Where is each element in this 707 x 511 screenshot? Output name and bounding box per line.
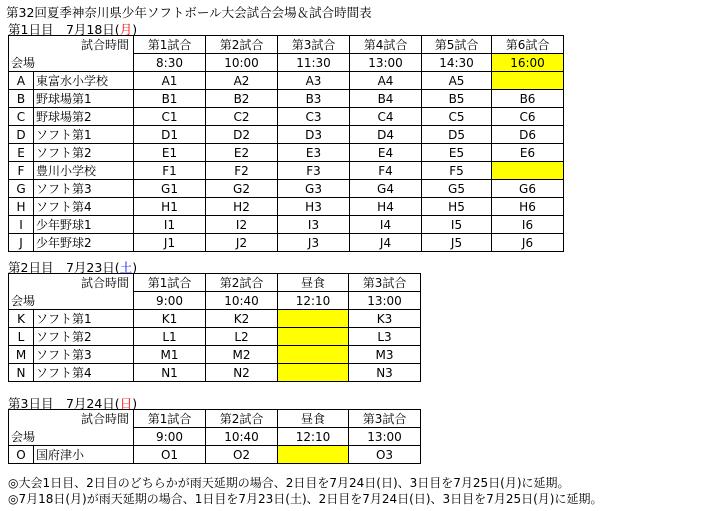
day2-weekday: 土: [119, 260, 133, 275]
match-cell: D6: [492, 126, 564, 144]
match-cell: I5: [422, 216, 492, 234]
note-line-2: ◎7月18日(月)が雨天延期の場合、1日目を7月23日(土)、2日目を7月24日(日)、3日目を7月25日(月)に延期。: [8, 492, 603, 506]
day3-heading-prefix: 第3日目 7月24日(: [8, 396, 120, 411]
venue-name: ソフト第4: [34, 198, 134, 216]
match-cell: E2: [206, 144, 278, 162]
match-cell: C1: [134, 108, 206, 126]
empty-slot-highlight: [278, 364, 349, 382]
match-cell: H2: [206, 198, 278, 216]
day1-venue-row: [9, 90, 564, 108]
match-cell: M1: [134, 346, 206, 364]
match-cell: H1: [134, 198, 206, 216]
empty-slot-highlight: [278, 328, 349, 346]
venue-code: A: [9, 72, 34, 90]
day1-venue-row: [9, 126, 564, 144]
match-cell: O2: [206, 446, 278, 464]
day2-venue-row: [9, 328, 421, 346]
day3-match-1: 第1試合: [134, 410, 206, 428]
venue-name: ソフト第2: [34, 328, 134, 346]
match-cell: I4: [350, 216, 422, 234]
day2-venue-row: [9, 310, 421, 328]
day2-lunch-label: 昼食: [278, 274, 349, 292]
empty-slot-highlight: [278, 310, 349, 328]
match-cell: J1: [134, 234, 206, 252]
day1-venue-row: [9, 162, 564, 180]
match-cell: H3: [278, 198, 350, 216]
day3-time-header: 試合時間: [9, 410, 134, 428]
match-cell: A2: [206, 72, 278, 90]
match-cell: I6: [492, 216, 564, 234]
match-cell: F2: [206, 162, 278, 180]
day2-time-2: 10:40: [206, 292, 278, 310]
day3-lunch-label: 昼食: [278, 410, 349, 428]
day1-time-5: 14:30: [422, 54, 492, 72]
match-cell: E3: [278, 144, 350, 162]
venue-code: G: [9, 180, 34, 198]
match-cell: I1: [134, 216, 206, 234]
day1-match-6: 第6試合: [492, 36, 564, 54]
empty-slot-highlight: [278, 446, 349, 464]
match-cell: B2: [206, 90, 278, 108]
day1-venue-header: 会場: [9, 54, 134, 72]
match-cell: G4: [350, 180, 422, 198]
venue-name: ソフト第1: [34, 310, 134, 328]
match-cell: L3: [349, 328, 421, 346]
match-cell: F5: [422, 162, 492, 180]
day3-match-2: 第2試合: [206, 410, 278, 428]
match-cell: D4: [350, 126, 422, 144]
day1-weekday: 月: [119, 22, 133, 37]
match-cell: H6: [492, 198, 564, 216]
match-cell: C5: [422, 108, 492, 126]
venue-code: K: [9, 310, 34, 328]
day1-match-2: 第2試合: [206, 36, 278, 54]
match-cell: M3: [349, 346, 421, 364]
match-cell: G1: [134, 180, 206, 198]
day2-time-1: 9:00: [134, 292, 206, 310]
venue-name: 豊川小学校: [34, 162, 134, 180]
venue-name: ソフト第1: [34, 126, 134, 144]
venue-name: ソフト第3: [34, 346, 134, 364]
day1-time-6: 16:00: [492, 54, 564, 72]
venue-code: L: [9, 328, 34, 346]
venue-code: E: [9, 144, 34, 162]
match-cell: B4: [350, 90, 422, 108]
match-cell: K2: [206, 310, 278, 328]
day1-venue-row: [9, 144, 564, 162]
match-cell: J5: [422, 234, 492, 252]
day3-venue-row: [9, 446, 421, 464]
venue-code: B: [9, 90, 34, 108]
notes: [8, 475, 602, 507]
match-cell: E4: [350, 144, 422, 162]
match-cell: L2: [206, 328, 278, 346]
day1-schedule-table: [8, 35, 564, 252]
match-cell: I3: [278, 216, 350, 234]
match-cell: C4: [350, 108, 422, 126]
match-cell: J2: [206, 234, 278, 252]
day2-match-2: 第2試合: [206, 274, 278, 292]
match-cell: D2: [206, 126, 278, 144]
day2-time-3: 13:00: [349, 292, 421, 310]
match-cell: O3: [349, 446, 421, 464]
day2-venue-row: [9, 346, 421, 364]
match-cell: G6: [492, 180, 564, 198]
day3-schedule-table: [8, 409, 421, 464]
day1-match-4: 第4試合: [350, 36, 422, 54]
match-cell: C2: [206, 108, 278, 126]
match-cell: A4: [350, 72, 422, 90]
day3-time-row: [9, 428, 421, 446]
day2-match-header-row: [9, 274, 421, 292]
match-cell: B1: [134, 90, 206, 108]
match-cell: B5: [422, 90, 492, 108]
match-cell: B3: [278, 90, 350, 108]
venue-name: ソフト第3: [34, 180, 134, 198]
match-cell: L1: [134, 328, 206, 346]
match-cell: C6: [492, 108, 564, 126]
match-cell: B6: [492, 90, 564, 108]
match-cell: J6: [492, 234, 564, 252]
match-cell: I2: [206, 216, 278, 234]
empty-slot-highlight: [492, 162, 564, 180]
empty-slot-highlight: [278, 346, 349, 364]
day1-match-3: 第3試合: [278, 36, 350, 54]
venue-code: I: [9, 216, 34, 234]
day2-time-lunch: 12:10: [278, 292, 349, 310]
match-cell: E1: [134, 144, 206, 162]
match-cell: D1: [134, 126, 206, 144]
match-cell: J4: [350, 234, 422, 252]
match-cell: K1: [134, 310, 206, 328]
day1-match-header-row: [9, 36, 564, 54]
venue-code: J: [9, 234, 34, 252]
venue-code: O: [9, 446, 34, 464]
venue-code: C: [9, 108, 34, 126]
day2-time-header: 試合時間: [9, 274, 134, 292]
day1-time-4: 13:00: [350, 54, 422, 72]
day1-time-row: [9, 54, 564, 72]
empty-slot-highlight: [492, 72, 564, 90]
day1-time-header: 試合時間: [9, 36, 134, 54]
venue-name: ソフト第4: [34, 364, 134, 382]
match-cell: F3: [278, 162, 350, 180]
day3-weekday: 日: [119, 396, 133, 411]
day1-heading-suffix: ): [132, 22, 138, 37]
day1-venue-row: [9, 198, 564, 216]
day3-time-1: 9:00: [134, 428, 206, 446]
venue-code: N: [9, 364, 34, 382]
day1-match-5: 第5試合: [422, 36, 492, 54]
match-cell: D5: [422, 126, 492, 144]
day1-venue-row: [9, 72, 564, 90]
match-cell: N1: [134, 364, 206, 382]
match-cell: C3: [278, 108, 350, 126]
venue-name: 国府津小: [34, 446, 134, 464]
match-cell: N2: [206, 364, 278, 382]
day2-match-1: 第1試合: [134, 274, 206, 292]
note-line-1: ◎大会1日目、2日目のどちらかが雨天延期の場合、2日目を7月24日(日)、3日目を7月25日(月)に延期。: [8, 476, 570, 490]
day3-time-3: 13:00: [349, 428, 421, 446]
venue-name: 野球場第1: [34, 90, 134, 108]
day2-venue-header: 会場: [9, 292, 134, 310]
day3-heading-suffix: ): [132, 396, 138, 411]
day1-venue-row: [9, 216, 564, 234]
venue-code: M: [9, 346, 34, 364]
match-cell: M2: [206, 346, 278, 364]
day1-match-1: 第1試合: [134, 36, 206, 54]
match-cell: N3: [349, 364, 421, 382]
venue-code: D: [9, 126, 34, 144]
day2-time-row: [9, 292, 421, 310]
day1-time-2: 10:00: [206, 54, 278, 72]
match-cell: G3: [278, 180, 350, 198]
match-cell: G5: [422, 180, 492, 198]
day1-venue-row: [9, 108, 564, 126]
day3-match-header-row: [9, 410, 421, 428]
day1-time-3: 11:30: [278, 54, 350, 72]
venue-name: 少年野球2: [34, 234, 134, 252]
match-cell: H4: [350, 198, 422, 216]
match-cell: A5: [422, 72, 492, 90]
day2-schedule-table: [8, 273, 421, 382]
day2-heading-suffix: ): [132, 260, 138, 275]
match-cell: O1: [134, 446, 206, 464]
match-cell: F4: [350, 162, 422, 180]
match-cell: A1: [134, 72, 206, 90]
match-cell: F1: [134, 162, 206, 180]
day2-match-3: 第3試合: [349, 274, 421, 292]
day1-venue-row: [9, 180, 564, 198]
match-cell: E5: [422, 144, 492, 162]
day2-venue-row: [9, 364, 421, 382]
match-cell: E6: [492, 144, 564, 162]
day2-heading-prefix: 第2日目 7月23日(: [8, 260, 120, 275]
day3-time-lunch: 12:10: [278, 428, 349, 446]
match-cell: G2: [206, 180, 278, 198]
venue-name: 野球場第2: [34, 108, 134, 126]
match-cell: K3: [349, 310, 421, 328]
day1-venue-row: [9, 234, 564, 252]
day3-venue-header: 会場: [9, 428, 134, 446]
day3-time-2: 10:40: [206, 428, 278, 446]
day1-heading-prefix: 第1日目 7月18日(: [8, 22, 120, 37]
page-title: 第32回夏季神奈川県少年ソフトボール大会試合会場＆試合時間表: [6, 5, 372, 20]
venue-code: F: [9, 162, 34, 180]
match-cell: A3: [278, 72, 350, 90]
venue-code: H: [9, 198, 34, 216]
day1-time-1: 8:30: [134, 54, 206, 72]
venue-name: 東富水小学校: [34, 72, 134, 90]
match-cell: J3: [278, 234, 350, 252]
match-cell: D3: [278, 126, 350, 144]
day3-match-3: 第3試合: [349, 410, 421, 428]
venue-name: 少年野球1: [34, 216, 134, 234]
venue-name: ソフト第2: [34, 144, 134, 162]
match-cell: H5: [422, 198, 492, 216]
